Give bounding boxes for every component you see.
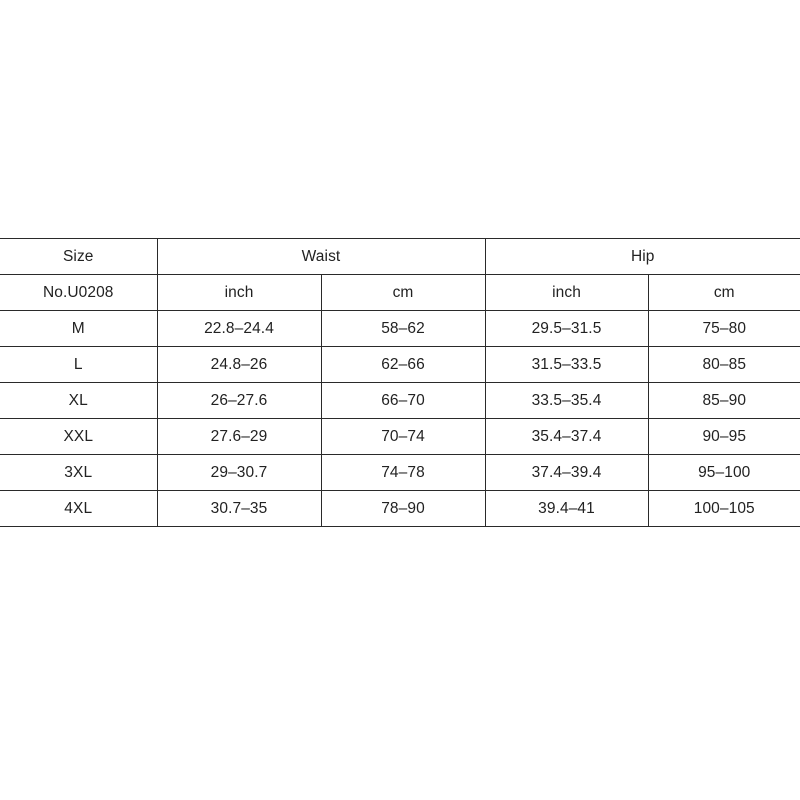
waist-header: Waist <box>157 239 485 275</box>
hip-header: Hip <box>485 239 800 275</box>
waist-inch-cell: 22.8–24.4 <box>157 311 321 347</box>
waist-cm-cell: 70–74 <box>321 419 485 455</box>
waist-inch-cell: 24.8–26 <box>157 347 321 383</box>
hip-cm-cell: 100–105 <box>648 491 800 527</box>
size-header: Size <box>0 239 157 275</box>
hip-inch-header: inch <box>485 275 648 311</box>
waist-cm-header: cm <box>321 275 485 311</box>
size-cell: 3XL <box>0 455 157 491</box>
header-row <box>0 239 800 275</box>
subheader-row <box>0 275 800 311</box>
size-cell: XL <box>0 383 157 419</box>
hip-cm-header: cm <box>648 275 800 311</box>
waist-cm-cell: 78–90 <box>321 491 485 527</box>
hip-cm-cell: 80–85 <box>648 347 800 383</box>
hip-inch-cell: 29.5–31.5 <box>485 311 648 347</box>
table-row <box>0 347 800 383</box>
table-row <box>0 455 800 491</box>
waist-inch-cell: 30.7–35 <box>157 491 321 527</box>
model-number: No.U0208 <box>0 275 157 311</box>
hip-cm-cell: 90–95 <box>648 419 800 455</box>
waist-cm-cell: 62–66 <box>321 347 485 383</box>
table-row <box>0 311 800 347</box>
table-row <box>0 419 800 455</box>
size-cell: M <box>0 311 157 347</box>
hip-cm-cell: 85–90 <box>648 383 800 419</box>
waist-cm-cell: 66–70 <box>321 383 485 419</box>
hip-inch-cell: 31.5–33.5 <box>485 347 648 383</box>
hip-cm-cell: 75–80 <box>648 311 800 347</box>
waist-cm-cell: 74–78 <box>321 455 485 491</box>
waist-inch-cell: 27.6–29 <box>157 419 321 455</box>
hip-inch-cell: 37.4–39.4 <box>485 455 648 491</box>
hip-inch-cell: 39.4–41 <box>485 491 648 527</box>
size-cell: L <box>0 347 157 383</box>
hip-cm-cell: 95–100 <box>648 455 800 491</box>
size-chart-table <box>0 238 800 527</box>
waist-inch-cell: 29–30.7 <box>157 455 321 491</box>
size-cell: XXL <box>0 419 157 455</box>
table-row <box>0 491 800 527</box>
table-row <box>0 383 800 419</box>
waist-cm-cell: 58–62 <box>321 311 485 347</box>
size-cell: 4XL <box>0 491 157 527</box>
waist-inch-cell: 26–27.6 <box>157 383 321 419</box>
hip-inch-cell: 35.4–37.4 <box>485 419 648 455</box>
waist-inch-header: inch <box>157 275 321 311</box>
hip-inch-cell: 33.5–35.4 <box>485 383 648 419</box>
